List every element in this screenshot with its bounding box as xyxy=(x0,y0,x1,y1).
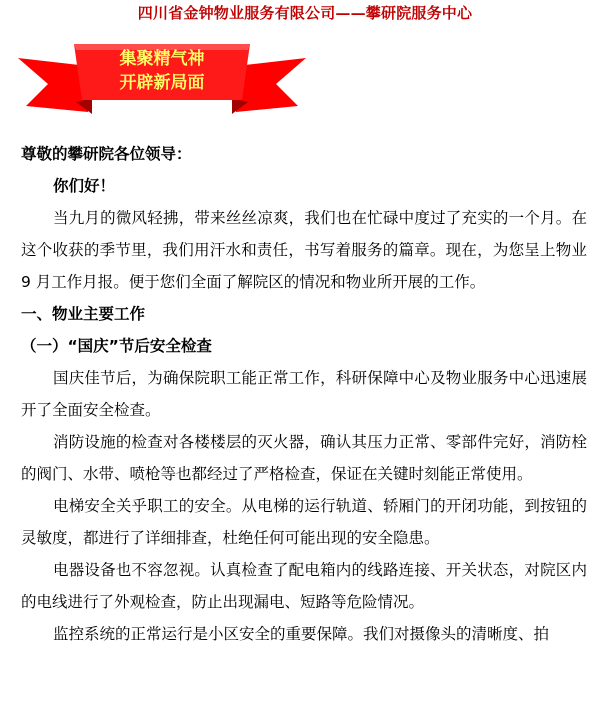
salutation: 尊敬的攀研院各位领导： xyxy=(21,145,192,163)
body-paragraph: 监控系统的正常运行是小区安全的重要保障。我们对摄像头的清晰度、拍 xyxy=(53,625,550,643)
banner-line-2: 开辟新局面 xyxy=(119,73,205,93)
document-header-title: 四川省金钟物业服务有限公司——攀研院服务中心 xyxy=(137,4,473,22)
body-paragraph: 电梯安全关乎职工的安全。从电梯的运行轨道、轿厢门的开闭功能，到按钮的灵敏度，都进行了详细排查，杜绝任何可能出现的安全隐患。 xyxy=(21,497,587,547)
banner-line-1: 集聚精气神 xyxy=(119,49,205,69)
greeting: 你们好！ xyxy=(53,177,116,195)
letter-body xyxy=(21,138,587,650)
banner-ribbon xyxy=(18,36,306,120)
body-paragraph: 国庆佳节后，为确保院职工能正常工作，科研保障中心及物业服务中心迅速展开了全面安全检查。 xyxy=(21,369,587,419)
body-paragraph: 消防设施的检查对各楼楼层的灭火器，确认其压力正常、零部件完好，消防栓的阀门、水带、喷枪等也都经过了严格检查，保证在关键时刻能正常使用。 xyxy=(21,433,587,483)
section-heading: 一、物业主要工作 xyxy=(21,305,146,323)
body-paragraph: 电器设备也不容忽视。认真检查了配电箱内的线路连接、开关状态，对院区内的电线进行了外观检查，防止出现漏电、短路等危险情况。 xyxy=(21,561,587,611)
subsection-heading: （一）“国庆”节后安全检查 xyxy=(21,337,212,355)
intro-paragraph: 当九月的微风轻拂，带来丝丝凉爽，我们也在忙碌中度过了充实的一个月。在这个收获的季节里，我们用汗水和责任，书写着服务的篇章。现在，为您呈上物业 9 月工作月报。便于您们全面了解院区的情况和物业所开展的工作。 xyxy=(21,209,587,291)
